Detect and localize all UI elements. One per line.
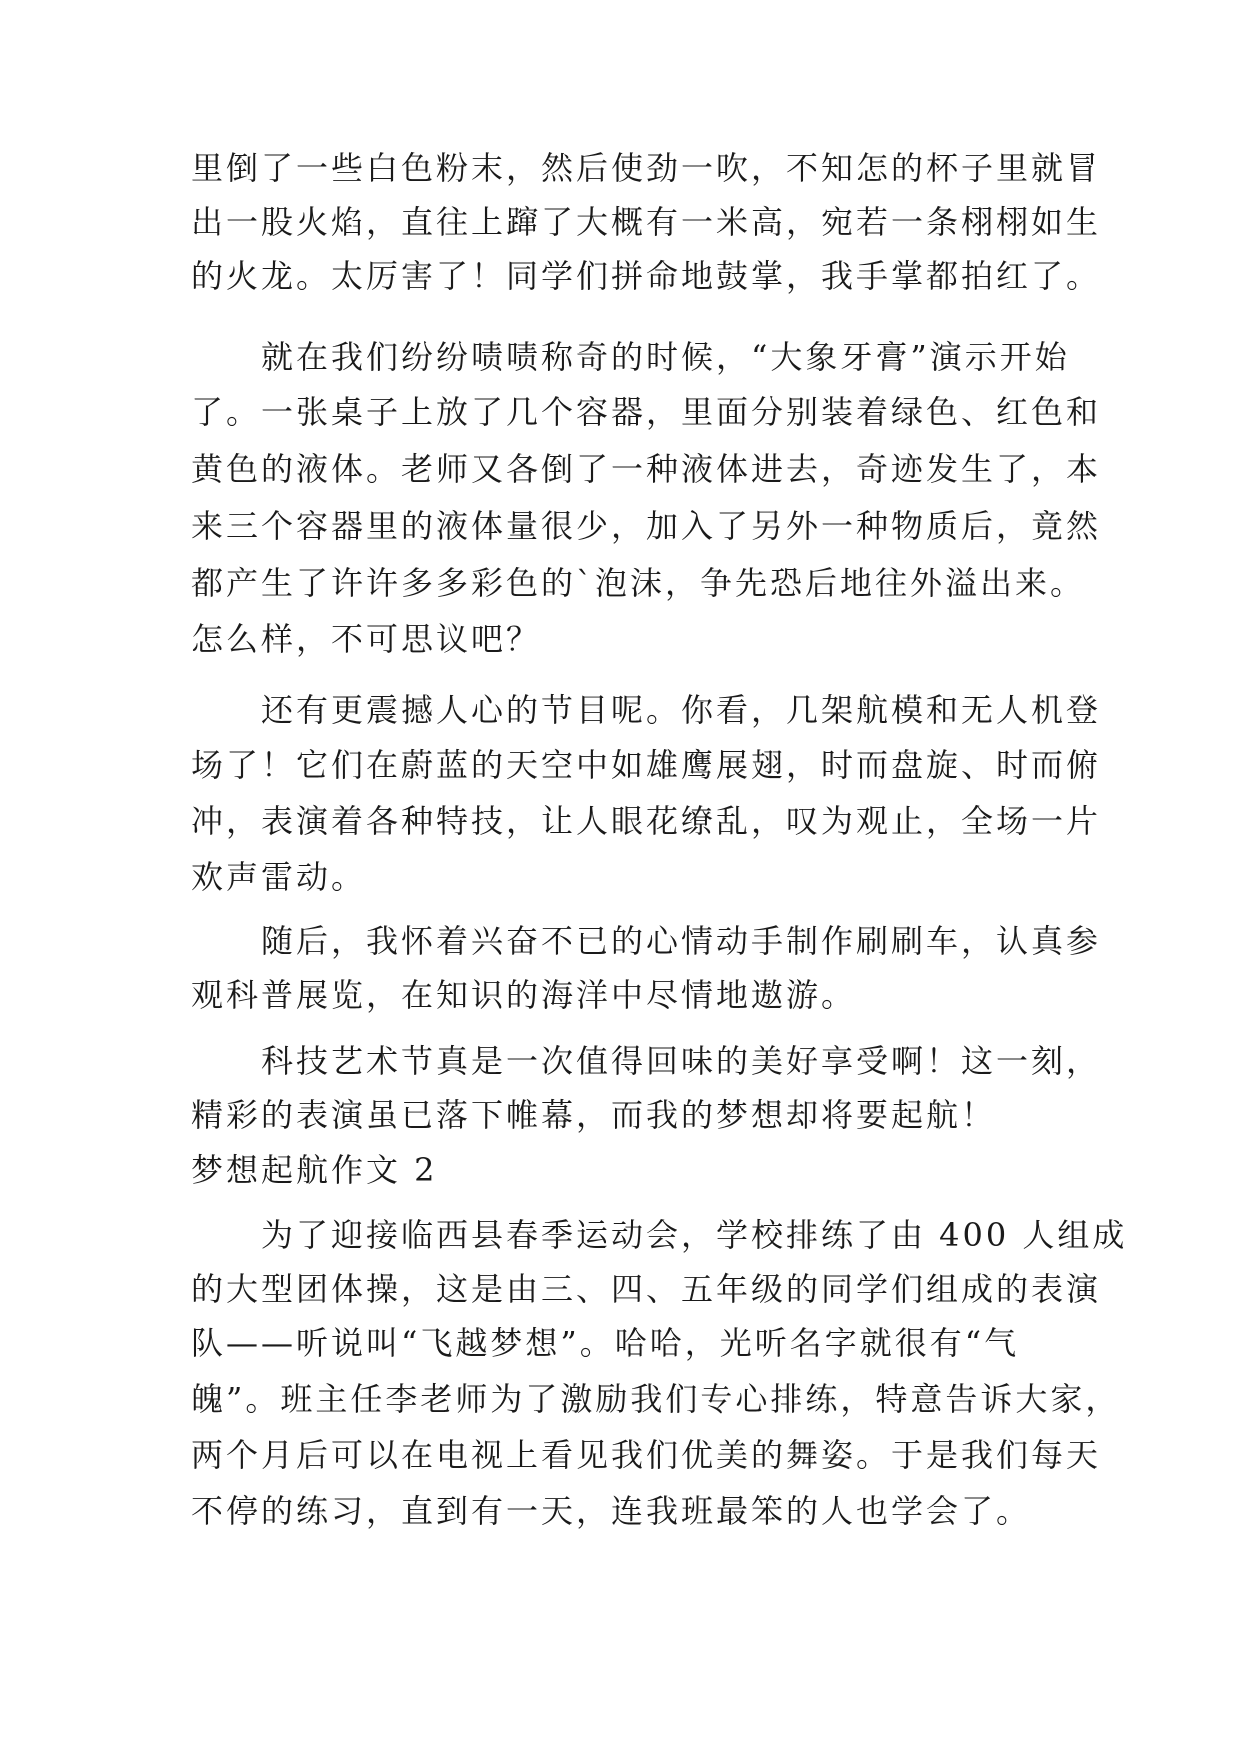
text-line: 的火龙。太厉害了！同学们拼命地鼓掌，我手掌都拍红了。 (191, 257, 1102, 295)
text-line: 了。一张桌子上放了几个容器，里面分别装着绿色、红色和 (191, 393, 1102, 431)
text-line: 出一股火焰，直往上蹿了大概有一米高，宛若一条栩栩如生 (191, 203, 1102, 241)
text-line: 观科普展览，在知识的海洋中尽情地遨游。 (191, 976, 857, 1014)
text-line: 场了！它们在蔚蓝的天空中如雄鹰展翅，时而盘旋、时而俯 (191, 746, 1102, 784)
text-line: 里倒了一些白色粉末，然后使劲一吹，不知怎的杯子里就冒 (191, 149, 1102, 187)
text-line: 魄”。班主任李老师为了激励我们专心排练，特意告诉大家， (191, 1380, 1121, 1418)
text-line: 还有更震撼人心的节目呢。你看，几架航模和无人机登 (191, 691, 1102, 729)
text-line: 随后，我怀着兴奋不已的心情动手制作刷刷车，认真参 (191, 922, 1102, 960)
text-line: 不停的练习，直到有一天，连我班最笨的人也学会了。 (191, 1492, 1032, 1530)
text-line: 为了迎接临西县春季运动会，学校排练了由 400 人组成 (191, 1216, 1128, 1254)
text-line: 精彩的表演虽已落下帷幕，而我的梦想却将要起航！ (191, 1096, 997, 1134)
text-line: 队——听说叫“飞越梦想”。哈哈，光听名字就很有“气 (191, 1324, 1020, 1362)
text-line: 欢声雷动。 (191, 858, 367, 896)
text-line: 冲，表演着各种特技，让人眼花缭乱，叹为观止，全场一片 (191, 802, 1102, 840)
text-line: 科技艺术节真是一次值得回味的美好享受啊！这一刻， (191, 1042, 1102, 1080)
text-line: 怎么样，不可思议吧？ (191, 620, 542, 658)
text-line: 都产生了许许多多彩色的`泡沫，争先恐后地往外溢出来。 (191, 564, 1086, 602)
section-heading: 梦想起航作文 2 (191, 1151, 438, 1189)
text-line: 黄色的液体。老师又各倒了一种液体进去，奇迹发生了，本 (191, 450, 1102, 488)
text-line: 的大型团体操，这是由三、四、五年级的同学们组成的表演 (191, 1270, 1102, 1308)
text-line: 两个月后可以在电视上看见我们优美的舞姿。于是我们每天 (191, 1436, 1102, 1474)
text-line: 来三个容器里的液体量很少，加入了另外一种物质后，竟然 (191, 507, 1102, 545)
text-line: 就在我们纷纷啧啧称奇的时候，“大象牙膏”演示开始 (191, 338, 1070, 376)
